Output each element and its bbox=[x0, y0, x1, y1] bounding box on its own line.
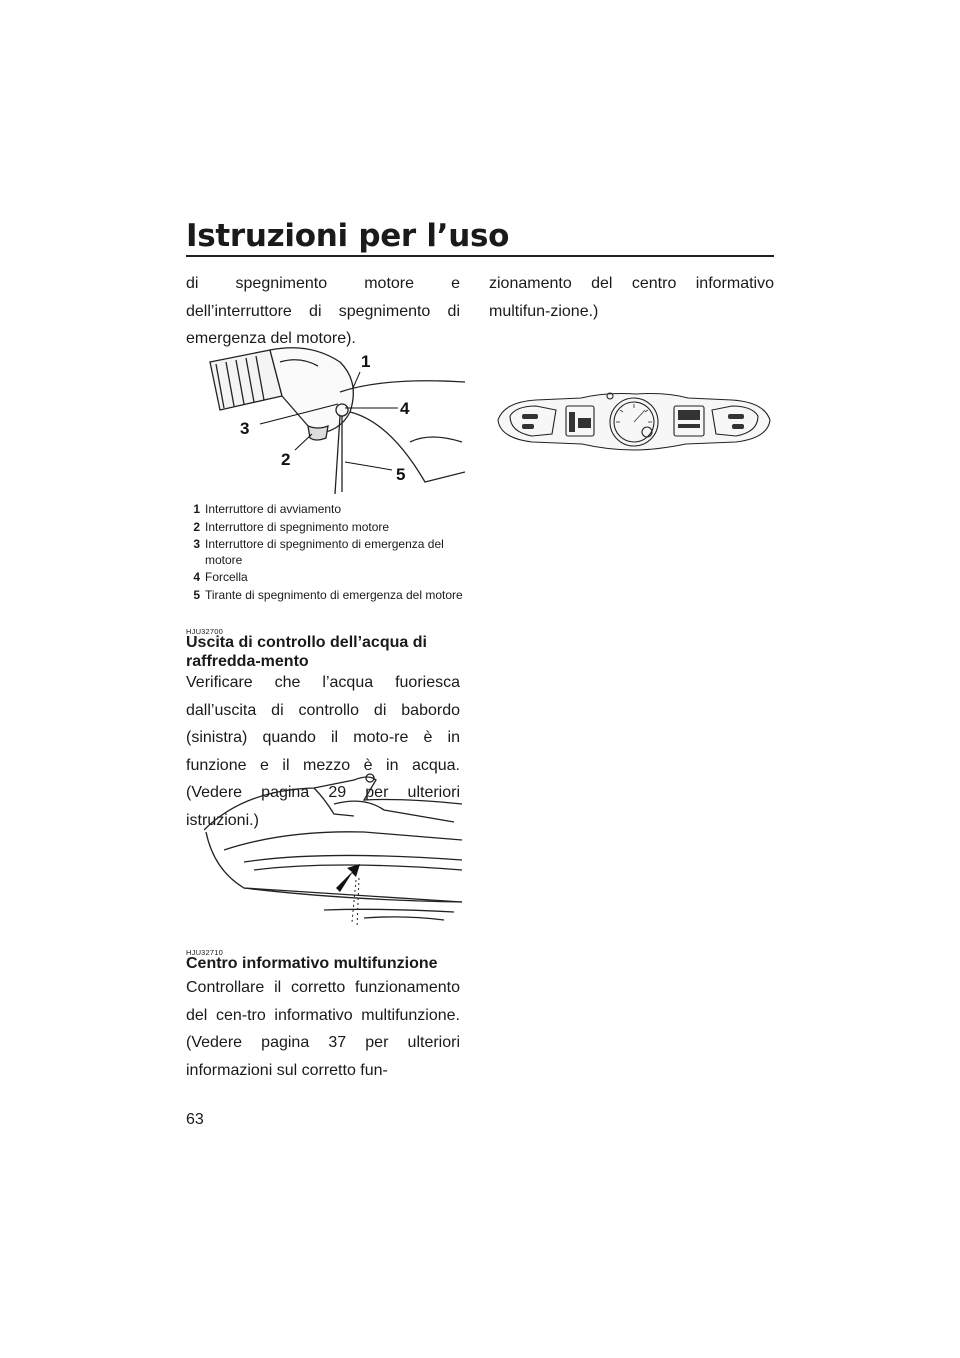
legend-number: 4 bbox=[193, 570, 200, 584]
section-code: HJU32700 bbox=[186, 627, 224, 636]
multifunction-console-illustration bbox=[496, 390, 772, 452]
section-code: HJU32710 bbox=[186, 948, 224, 957]
legend-item bbox=[186, 502, 476, 518]
legend-number: 3 bbox=[193, 537, 200, 551]
legend-item bbox=[186, 520, 476, 536]
legend-item bbox=[186, 588, 476, 604]
figure1-legend bbox=[186, 502, 476, 605]
callout-1: 1 bbox=[361, 352, 371, 371]
legend-number: 5 bbox=[193, 587, 200, 602]
legend-text: Interruttore di spegnimento di emergenza del motore bbox=[205, 537, 444, 567]
callout-4: 4 bbox=[400, 399, 410, 418]
legend-item bbox=[186, 570, 476, 586]
section-heading: Uscita di controllo dell’acqua di raffredda-mento bbox=[186, 634, 427, 670]
legend-number: 1 bbox=[193, 502, 200, 516]
header-rule bbox=[186, 255, 774, 257]
handlebar-switches-illustration bbox=[200, 322, 465, 500]
page-number: 63 bbox=[186, 1111, 204, 1128]
callout-3: 3 bbox=[240, 419, 250, 438]
legend-text: Tirante di spegnimento di emergenza del motore bbox=[205, 587, 463, 602]
section-body: Verificare che l’acqua fuoriesca dall’uscita di controllo di babordo (sinistra) quando il moto-re è in funzione e il mezzo è in acqua. (Vedere pagina 29 per ulteriori istruzioni.) bbox=[186, 674, 460, 829]
section-body: Controllare il corretto funzionamento del cen-tro informativo multifunzione. (Vedere pagina 37 per ulteriori informazioni sul corretto fun- bbox=[186, 979, 460, 1079]
page-header-title: Istruzioni per l’uso bbox=[186, 218, 510, 254]
callout-5: 5 bbox=[396, 465, 406, 484]
section-heading: Centro informativo multifunzione bbox=[186, 955, 438, 972]
intro-paragraph-left: di spegnimento motore e dell’interruttore di spegnimento di emergenza del motore). bbox=[186, 275, 460, 347]
legend-number: 2 bbox=[193, 519, 200, 534]
legend-item bbox=[186, 537, 476, 568]
callout-2: 2 bbox=[281, 450, 291, 469]
intro-paragraph-right: zionamento del centro informativo multifun-zione.) bbox=[489, 275, 774, 320]
legend-text: Interruttore di spegnimento motore bbox=[205, 519, 390, 534]
watercraft-outlet-illustration bbox=[204, 770, 464, 928]
legend-text: Forcella bbox=[205, 570, 248, 584]
legend-text: Interruttore di avviamento bbox=[205, 502, 342, 516]
